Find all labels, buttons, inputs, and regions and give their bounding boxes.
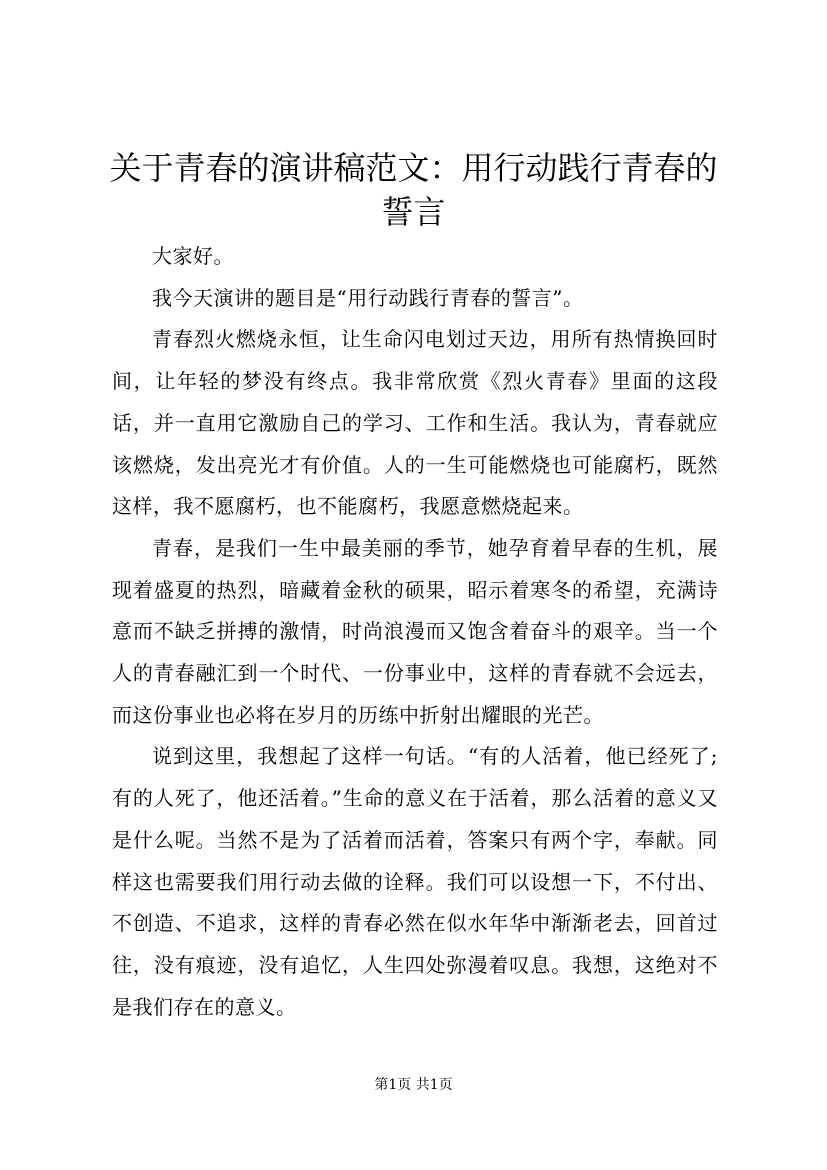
paragraph-greeting: 大家好。 — [152, 244, 234, 268]
paragraph-topic: 我今天演讲的题目是“用行动践行青春的誓言”。 — [152, 285, 584, 310]
document-title: 关于青春的演讲稿范文：用行动践行青春的誓言 — [109, 149, 718, 231]
page-number-footer: 第1页 共1页 — [374, 1077, 453, 1093]
paragraph-seasons: 青春，是我们一生中最美丽的季节，她孕育着早春的生机，展现着盛夏的热烈，暗藏着金秋的硕果，昭示着寒冬的希望，充满诗意而不缺乏拼搏的激情，时尚浪漫而又饱含着奋斗的艰辛。当一个人的青春融汇到一个时代、一份事业中，这样的青春就不会远去，而这份事业也必将在岁月的历练中折射出耀眼的光芒。 — [112, 535, 718, 727]
paragraph-fire-youth: 青春烈火燃烧永恒，让生命闪电划过天边，用所有热情换回时间，让年轻的梦没有终点。我非常欣赏《烈火青春》里面的这段话，并一直用它激励自己的学习、工作和生活。我认为，青春就应该燃烧，发出亮光才有价值。人的一生可能燃烧也可能腐朽，既然这样，我不愿腐朽，也不能腐朽，我愿意燃烧起来。 — [112, 327, 718, 519]
paragraph-meaning: 说到这里，我想起了这样一句话。“有的人活着，他已经死了;有的人死了，他还活着。”生命的意义在于活着，那么活着的意义又是什么呢。当然不是为了活着而活着，答案只有两个字，奉献。同样这也需要我们用行动去做的诠释。我们可以设想一下，不付出、不创造、不追求，这样的青春必然在似水年华中渐渐老去，回首过往，没有痕迹，没有追忆，人生四处弥漫着叹息。我想，这绝对不是我们存在的意义。 — [112, 744, 718, 1019]
document-body — [112, 236, 718, 1028]
